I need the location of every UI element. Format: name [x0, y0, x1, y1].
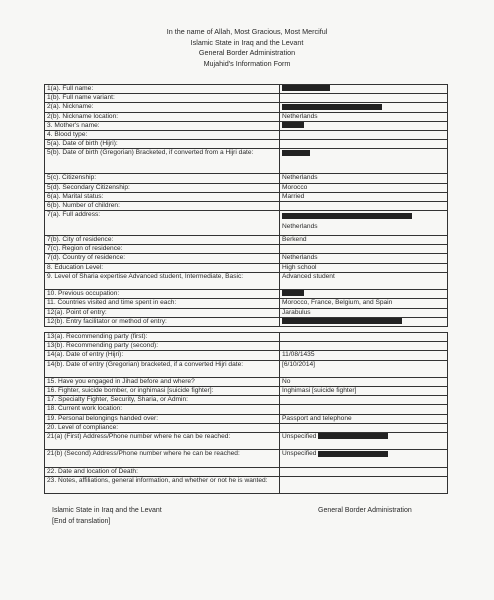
table-row — [45, 290, 448, 299]
field-label: 12(a). Point of entry: — [45, 308, 280, 317]
table-row — [45, 201, 448, 210]
field-label: 13(a). Recommending party (first): — [45, 332, 280, 341]
field-label: 18. Current work location: — [45, 405, 280, 414]
field-value — [280, 140, 448, 149]
table-row — [45, 317, 448, 326]
field-value: Married — [280, 192, 448, 201]
field-label: 9. Level of Sharia expertise Advanced student, Intermediate, Basic: — [45, 272, 280, 289]
redaction-bar — [318, 433, 388, 439]
field-value: [6/10/2014] — [280, 360, 448, 377]
field-value — [280, 433, 448, 450]
table-row — [45, 192, 448, 201]
field-label: 5(c). Citizenship: — [45, 174, 280, 183]
field-label: 15. Have you engaged in Jihad before and where? — [45, 377, 280, 386]
table-row — [45, 450, 448, 467]
field-value: Netherlands — [280, 112, 448, 121]
field-label: 2(a). Nickname: — [45, 103, 280, 112]
field-label: 12(b). Entry facilitator or method of entry: — [45, 317, 280, 326]
field-value — [280, 94, 448, 103]
field-value — [280, 211, 448, 236]
table-row — [45, 387, 448, 396]
field-value: Jarabulus — [280, 308, 448, 317]
field-value: Morocco — [280, 183, 448, 192]
field-label: 19. Personal belongings handed over: — [45, 414, 280, 423]
table-row — [45, 254, 448, 263]
field-value — [280, 467, 448, 476]
header-line-1: In the name of Allah, Most Gracious, Most Merciful — [166, 27, 328, 36]
table-row — [45, 103, 448, 112]
field-label: 22. Date and location of Death: — [45, 467, 280, 476]
redaction-bar — [282, 85, 330, 91]
field-label: 5(b). Date of birth (Gregorian) Bracketed, if converted from a Hijri date: — [45, 149, 280, 174]
field-value: Berkend — [280, 236, 448, 245]
field-value-text: Unspecified — [282, 450, 317, 458]
redaction-bar — [282, 150, 310, 156]
field-label: 5(d). Secondary Citizenship: — [45, 183, 280, 192]
table-row — [45, 360, 448, 377]
header-line-4: Mujahid's Information Form — [203, 58, 291, 68]
table-row — [45, 236, 448, 245]
table-row — [45, 121, 448, 130]
field-value: 11/08/1435 — [280, 351, 448, 360]
table-row — [45, 351, 448, 360]
table-row — [45, 245, 448, 254]
table-row — [45, 94, 448, 103]
table-row — [45, 299, 448, 308]
form-header — [0, 27, 494, 69]
field-value: High school — [280, 263, 448, 272]
redaction-bar — [318, 451, 388, 457]
table-row — [45, 414, 448, 423]
field-value — [280, 121, 448, 130]
table-row — [45, 467, 448, 476]
field-label: 7(d). Country of residence: — [45, 254, 280, 263]
field-value: Inghimasi [suicide fighter] — [280, 387, 448, 396]
table-row — [45, 130, 448, 139]
redaction-bar — [282, 213, 412, 219]
field-value — [280, 342, 448, 351]
table-row — [45, 405, 448, 414]
field-value — [280, 103, 448, 112]
field-label: 21(a) (First) Address/Phone number where he can be reached: — [45, 433, 280, 450]
field-label: 6(b). Number of children: — [45, 201, 280, 210]
field-value: Netherlands — [280, 254, 448, 263]
field-value — [280, 477, 448, 494]
footer-end-note: [End of translation] — [52, 518, 111, 525]
field-value — [280, 423, 448, 432]
information-form-table — [44, 84, 448, 494]
field-value: Morocco, France, Belgium, and Spain — [280, 299, 448, 308]
field-value-text: Unspecified — [282, 433, 317, 441]
table-row — [45, 477, 448, 494]
redaction-bar — [282, 318, 402, 324]
redaction-bar — [282, 122, 304, 128]
field-label: 17. Specialty Fighter, Security, Sharia, or Admin: — [45, 396, 280, 405]
field-value — [280, 332, 448, 341]
field-value — [280, 201, 448, 210]
table-row — [45, 263, 448, 272]
field-value — [280, 396, 448, 405]
field-label: 16. Fighter, suicide bomber, or inghimasi [suicide fighter]: — [45, 387, 280, 396]
table-row — [45, 272, 448, 289]
field-label: 7(a). Full address: — [45, 211, 280, 236]
table-row — [45, 342, 448, 351]
header-line-2: Islamic State in Iraq and the Levant — [190, 37, 304, 47]
field-label: 23. Notes, affiliations, general information, and whether or not he is wanted: — [45, 477, 280, 494]
table-row — [45, 149, 448, 174]
field-label: 14(b). Date of entry (Gregorian) bracketed, if a converted Hijri date: — [45, 360, 280, 377]
field-value — [280, 317, 448, 326]
field-value-text: Netherlands — [282, 223, 318, 231]
field-label: 21(b) (Second) Address/Phone number where he can be reached: — [45, 450, 280, 467]
table-row — [45, 332, 448, 341]
field-label: 2(b). Nickname location: — [45, 112, 280, 121]
field-value — [280, 290, 448, 299]
field-value: Advanced student — [280, 272, 448, 289]
field-value: No — [280, 377, 448, 386]
field-label: 11. Countries visited and time spent in each: — [45, 299, 280, 308]
field-label: 13(b). Recommending party (second): — [45, 342, 280, 351]
table-row — [45, 174, 448, 183]
table-row — [45, 85, 448, 94]
field-label: 7(b). City of residence: — [45, 236, 280, 245]
field-label: 5(a). Date of birth (Hijri): — [45, 140, 280, 149]
field-label: 4. Blood type: — [45, 130, 280, 139]
redaction-bar — [282, 290, 304, 296]
field-value — [280, 130, 448, 139]
table-row — [45, 140, 448, 149]
table-row — [45, 396, 448, 405]
field-label: 1(a). Full name: — [45, 85, 280, 94]
field-label: 1(b). Full name variant: — [45, 94, 280, 103]
table-row — [45, 211, 448, 236]
field-label: 10. Previous occupation: — [45, 290, 280, 299]
footer-right — [318, 505, 412, 516]
field-label: 14(a). Date of entry (Hijri): — [45, 351, 280, 360]
table-row — [45, 423, 448, 432]
field-value — [280, 450, 448, 467]
field-value: Passport and telephone — [280, 414, 448, 423]
field-value — [280, 245, 448, 254]
field-value: Netherlands — [280, 174, 448, 183]
table-row — [45, 308, 448, 317]
field-value — [280, 149, 448, 174]
header-line-3: General Border Administration — [198, 48, 296, 58]
table-row — [45, 183, 448, 192]
footer-org: Islamic State in Iraq and the Levant — [52, 507, 162, 514]
footer-left — [52, 505, 162, 527]
field-value — [280, 405, 448, 414]
field-label: 6(a). Marital status: — [45, 192, 280, 201]
table-row — [45, 433, 448, 450]
redaction-bar — [282, 104, 382, 110]
field-label: 7(c). Region of residence: — [45, 245, 280, 254]
field-label: 20. Level of compliance: — [45, 423, 280, 432]
field-label: 3. Mother's name: — [45, 121, 280, 130]
table-row — [45, 377, 448, 386]
table-row — [45, 112, 448, 121]
field-label: 8. Education Level: — [45, 263, 280, 272]
footer-administration: General Border Administration — [318, 507, 412, 514]
field-value — [280, 85, 448, 94]
